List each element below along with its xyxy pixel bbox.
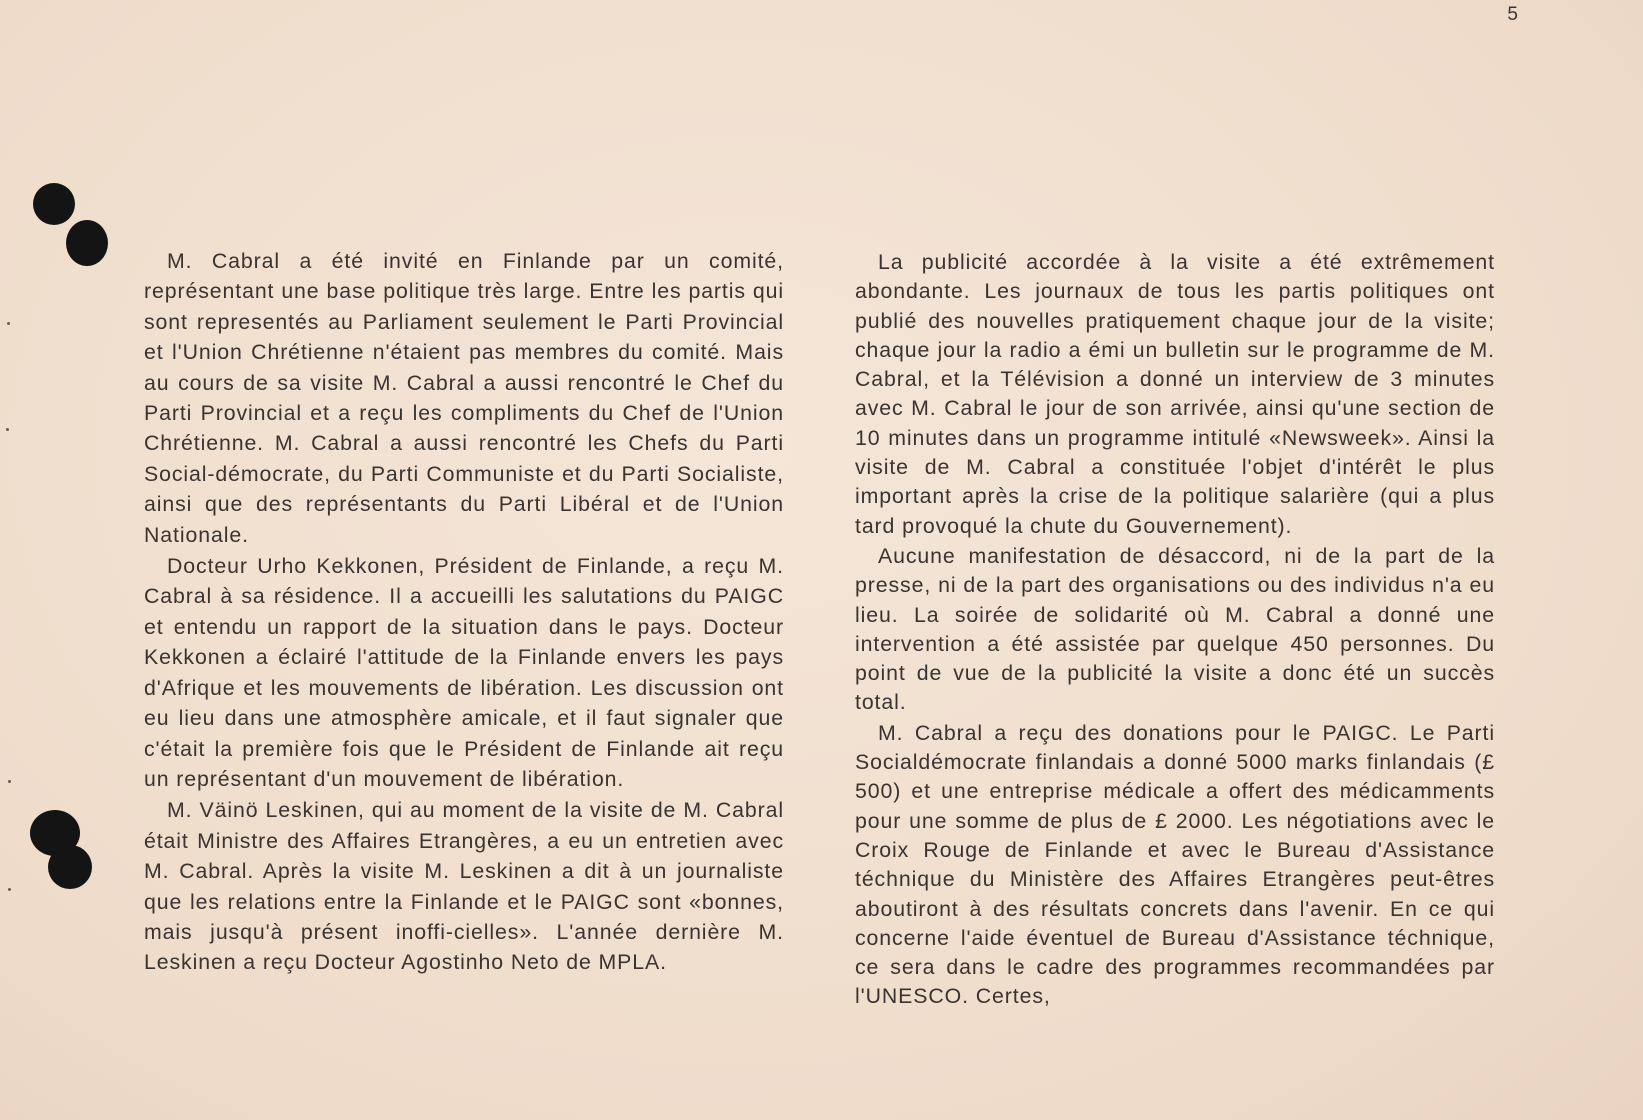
paper-speck [6, 428, 9, 431]
paper-speck [7, 322, 10, 325]
paper-speck [8, 888, 11, 891]
right-paragraph-1: La publicité accordée à la visite a été extrêmement abondante. Les journaux de tous les partis politiques ont publié des nouvelles pratiquement chaque jour de la visite; chaque jour la radio a émi un bulletin sur le programme de M. Cabral, et la Télévision a donné un interview de 3 minutes avec M. Cabral le jour de son arrivée, ainsi qu'une section de 10 minutes dans un programme intitulé «Newsweek». Ainsi la visite de M. Cabral a constituée l'objet d'intérêt le plus important après la crise de la politique salarière (qui a plus tard provoqué la chute du Gouvernement). [855, 250, 1495, 538]
left-paragraph-1: M. Cabral a été invité en Finlande par un comité, représentant une base politique très large. Entre les partis qui sont representés au Parliament seulement le Parti Provincial et l'Union Chrétienne n'étaient pas membres du comité. Mais au cours de sa visite M. Cabral a aussi rencontré le Chef du Parti Provincial et a reçu les compliments du Chef de l'Union Chrétienne. M. Cabral a aussi rencontré les Chefs du Parti Social-démocrate, du Parti Communiste et du Parti Socialiste, ainsi que des représentants du Parti Libéral et de l'Union Nationale. [144, 249, 784, 547]
right-column [855, 248, 1495, 1013]
right-paragraph-3: M. Cabral a reçu des donations pour le PAIGC. Le Parti Socialdémocrate finlandais a donné 5000 marks finlandais (£ 500) et une entreprise médicale a offert des médicamments pour une somme de plus de £ 2000. Les négotiations avec le Croix Rouge de Finlande et avec le Bureau d'Assistance téchnique du Ministère des Affaires Etrangères peut-êtres aboutiront à des résultats concrets dans l'avenir. En ce qui concerne l'aide éventuel de Bureau d'Assistance téchnique, ce sera dans le cadre des programmes recommandées par l'UNESCO. Certes, [855, 720, 1495, 1009]
punch-hole-top-1 [33, 183, 75, 225]
right-paragraph-2: Aucune manifestation de désaccord, ni de la part de la presse, ni de la part des organisations ou des individus n'a eu lieu. La soirée de solidarité où M. Cabral a donné une intervention a été assistée par quelque 450 personnes. Du point de vue de la publicité la visite a donc été un succès total. [855, 543, 1495, 715]
left-column [144, 246, 784, 979]
punch-hole-bottom-2 [48, 845, 92, 889]
left-paragraph-3: M. Väinö Leskinen, qui au moment de la visite de M. Cabral était Ministre des Affaires Etrangères, a eu un entretien avec M. Cabral. Après la visite M. Leskinen a dit à un journaliste que les relations entre la Finlande et le PAIGC sont «bonnes, mais jusqu'à présent inoffi-cielles». L'année dernière M. Leskinen a reçu Docteur Agostinho Neto de MPLA. [144, 798, 784, 975]
paper-speck [8, 780, 11, 783]
page-number: 5 [1507, 4, 1518, 25]
punch-hole-top-2 [66, 220, 108, 266]
left-paragraph-2: Docteur Urho Kekkonen, Président de Finlande, a reçu M. Cabral à sa résidence. Il a accueilli les salutations du PAIGC et entendu un rapport de la situation dans le pays. Docteur Kekkonen a éclairé l'attitude de la Finlande envers les pays d'Afrique et les mouvements de libération. Les discussion ont eu lieu dans une atmosphère amicale, et il faut signaler que c'était la première fois que le Président de Finlande ait reçu un représentant d'un mouvement de libération. [144, 554, 784, 791]
